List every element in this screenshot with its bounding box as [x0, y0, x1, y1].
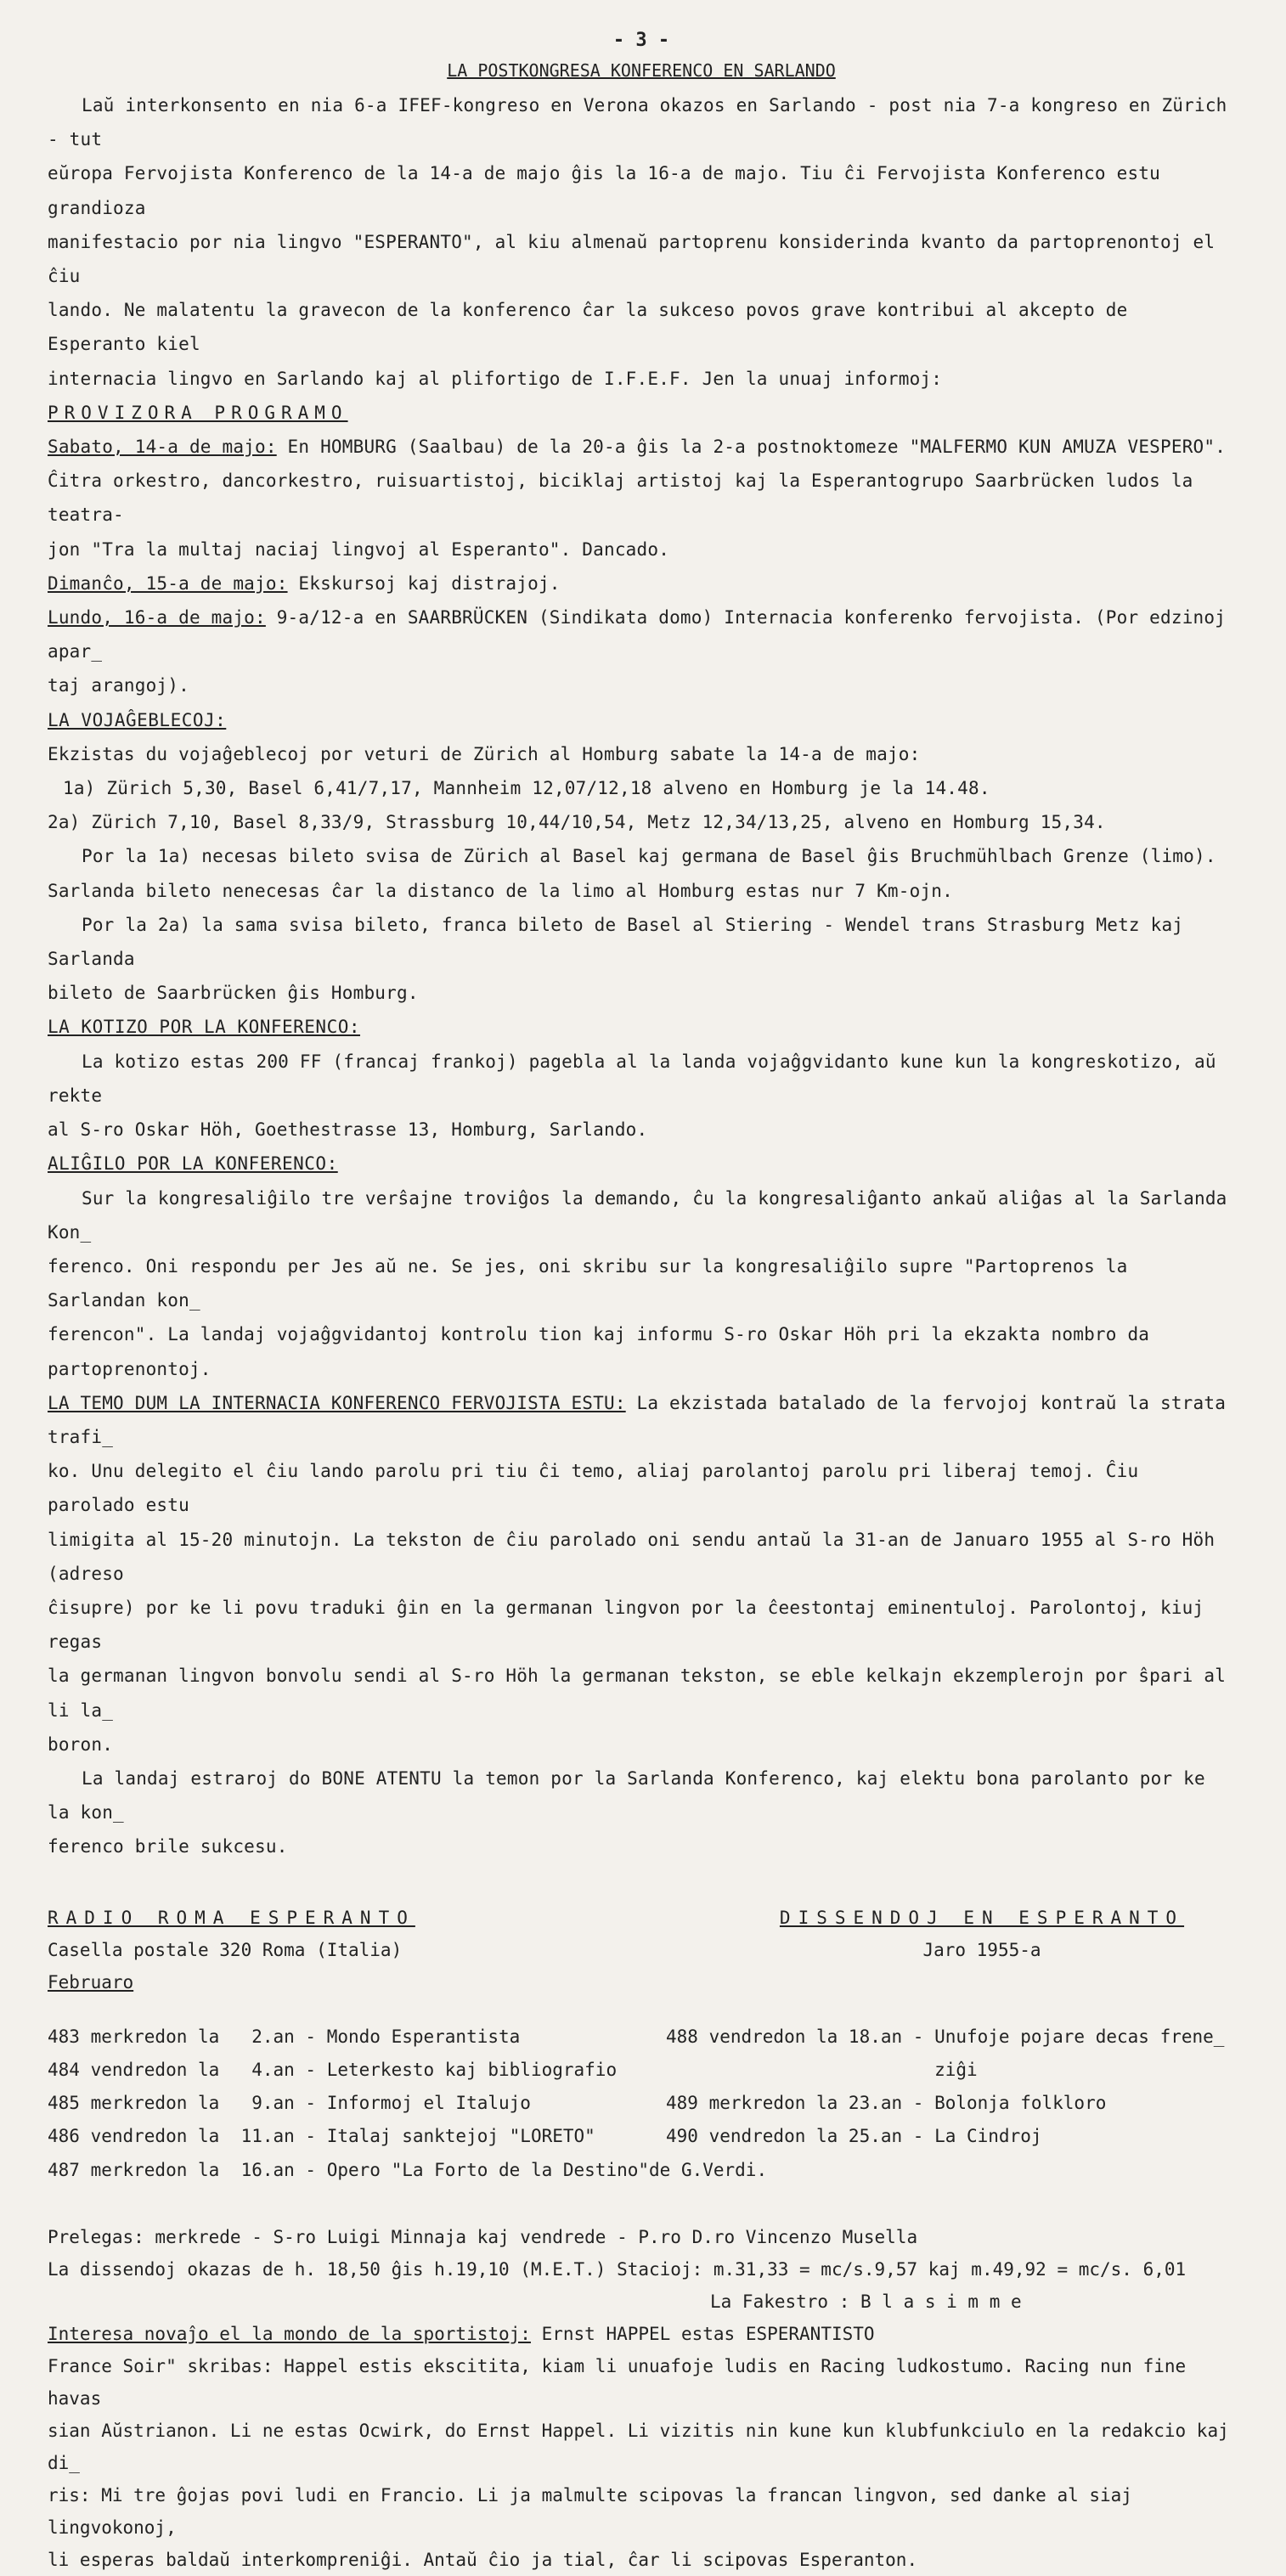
schedule-row: 490 vendredon la 25.an - La Cindroj: [666, 2126, 1042, 2147]
travel-heading: LA VOJAĜEBLECOJ:: [48, 709, 227, 730]
theme-heading: LA TEMO DUM LA INTERNACIA KONFERENCO FERVOJISTA ESTU: La ekzistada batalado de la fervojoj kontraŭ la strata trafi_: [48, 1392, 1227, 1447]
sport-text: li esperas baldaŭ interkompreniĝi. Antaŭ ĉio ja tial, ĉar li scipovas Esperanton.: [48, 2549, 918, 2570]
theme-text: ko. Unu delegito el ĉiu lando parolu pri tiu ĉi temo, aliaj parolantoj parolu pri liberaj temoj. Ĉiu parolado estu: [48, 1461, 1139, 1516]
fee-heading: LA KOTIZO POR LA KONFERENCO:: [48, 1017, 361, 1038]
theme-text: ferenco brile sukcesu.: [48, 1836, 288, 1857]
travel-note: Por la 2a) la sama svisa bileto, franca bileto de Basel al Stiering - Wendel trans Strasburg Metz kaj Sarlanda: [48, 914, 1184, 970]
sport-heading: Interesa novaĵo el la mondo de la sportistoj: Ernst HAPPEL estas ESPERANTISTO: [48, 2323, 875, 2344]
radio-times: La dissendoj okazas de h. 18,50 ĝis h.19,10 (M.E.T.) Stacioj: m.31,33 = mc/s.9,57 kaj m.49,92 = mc/s. 6,01: [48, 2258, 1187, 2280]
registration-text: ferencon". La landaj vojaĝgvidantoj kontrolu tion kaj informu S-ro Oskar Höh pri la ekzakta nombro da partoprenontoj.: [48, 1324, 1150, 1379]
schedule-row: 488 vendredon la 18.an - Unufoje pojare decas frene_: [666, 2026, 1225, 2047]
intro-line: eŭropa Fervojista Konferenco de la 14-a de majo ĝis la 16-a de majo. Tiu ĉi Fervojista Konferenco estu grandioza: [48, 163, 1160, 218]
schedule-row: 485 merkredon la 9.an - Informoj el Italujo: [48, 2093, 531, 2114]
radio-speakers: Prelegas: merkrede - S-ro Luigi Minnaja kaj vendrede - P.ro D.ro Vincenzo Musella: [48, 2226, 918, 2247]
program-saturday-cont: Ĉitra orkestro, dancorkestro, ruisuartistoj, biciklaj artistoj kaj la Esperantogrupo Saarbrücken ludos la teatra-: [48, 471, 1193, 526]
schedule-row: ziĝi: [666, 2059, 978, 2080]
radio-heading: RADIO ROMA ESPERANTO: [48, 1907, 415, 1928]
theme-text: boron.: [48, 1733, 114, 1755]
schedule-row: 484 vendredon la 4.an - Leterkesto kaj bibliografio: [48, 2059, 618, 2080]
broadcast-heading: DISSENDOJ EN ESPERANTO: [779, 1907, 1185, 1928]
schedule-row: 483 merkredon la 2.an - Mondo Esperantista: [48, 2026, 521, 2047]
radio-footer: [48, 2221, 1235, 2576]
theme-text: La landaj estraroj do BONE ATENTU la temon por la Sarlanda Konferenco, kaj elektu bona parolanto por ke la kon_: [48, 1767, 1205, 1823]
intro-line: manifestacio por nia lingvo "ESPERANTO", al kiu almenaŭ partoprenu konsiderinda kvanto da partoprenontoj el ĉiu: [48, 231, 1215, 287]
intro-line: Laŭ interkonsento en nia 6-a IFEF-kongreso en Verona okazos en Sarlando - post nia 7-a kongreso en Zürich - tut: [48, 95, 1227, 150]
intro-line: lando. Ne malatentu la gravecon de la konferenco ĉar la sukceso povos grave kontribui al akcepto de Esperanto kiel: [48, 300, 1128, 355]
broadcast-year: Jaro 1955-a: [922, 1939, 1041, 1960]
schedule-row: 487 merkredon la 16.an - Opero "La Forto de la Destino"de G.Verdi.: [48, 2159, 768, 2180]
intro-line: internacia lingvo en Sarlando kaj al plifortigo de I.F.E.F. Jen la unuaj informoj:: [48, 368, 943, 389]
page-title: LA POSTKONGRESA KONFERENCO EN SARLANDO: [447, 60, 836, 81]
fee-text: La kotizo estas 200 FF (francaj frankoj) pagebla al la landa vojaĝgvidanto kune kun la kongreskotizo, aŭ rekte: [48, 1051, 1216, 1106]
broadcast-schedule: [48, 2021, 1235, 2221]
sport-text: sian Aŭstrianon. Li ne estas Ocwirk, do Ernst Happel. Li vizitis nin kune kun klubfunkciulo en la redakcio kaj di_: [48, 2420, 1229, 2473]
theme-text: la germanan lingvon bonvolu sendi al S-ro Höh la germanan tekston, se eble kelkajn ekzemplerojn por ŝpari al li la_: [48, 1666, 1227, 1721]
travel-option-1: 1a) Zürich 5,30, Basel 6,41/7,17, Mannheim 12,07/12,18 alveno en Homburg je la 14.48.: [63, 778, 990, 799]
travel-note: bileto de Saarbrücken ĝis Homburg.: [48, 983, 419, 1004]
travel-option-2: 2a) Zürich 7,10, Basel 8,33/9, Strassburg 10,44/10,54, Metz 12,34/13,25, alveno en Homburg 15,34.: [48, 812, 1106, 833]
travel-intro: Ekzistas du vojaĝeblecoj por veturi de Zürich al Homburg sabate la 14-a de majo:: [48, 743, 921, 764]
sport-text: ris: Mi tre ĝojas povi ludi en Francio. Li ja malmulte scipovas la francan lingvon, sed danke al siaj lingvokonoj,: [48, 2484, 1132, 2538]
fee-text: al S-ro Oskar Höh, Goethestrasse 13, Homburg, Sarlando.: [48, 1119, 648, 1141]
program-heading: PROVIZORA PROGRAMO: [48, 402, 348, 423]
schedule-row: 486 vendredon la 11.an - Italaj sanktejoj "LORETO": [48, 2126, 595, 2147]
sport-text: France Soir" skribas: Happel estis ekscitita, kiam li unuafoje ludis en Racing ludkostumo. Racing nun fine havas: [48, 2355, 1187, 2409]
main-text: [48, 88, 1235, 1864]
travel-note: Por la 1a) necesas bileto svisa de Zürich al Basel kaj germana de Basel ĝis Bruchmühlbach Grenze (limo).: [82, 846, 1216, 867]
registration-text: ferenco. Oni respondu per Jes aŭ ne. Se jes, oni skribu sur la kongresaliĝilo supre "Partoprenos la Sarlandan kon_: [48, 1255, 1128, 1311]
program-saturday-cont: jon "Tra la multaj naciaj lingvoj al Esperanto". Dancado.: [48, 538, 670, 560]
radio-month: Februaro: [48, 1971, 134, 1993]
program-saturday: Sabato, 14-a de majo: En HOMBURG (Saalbau) de la 20-a ĝis la 2-a postnoktomeze "MALFERMO KUN AMUZA VESPERO".: [48, 437, 1227, 458]
radio-header: [48, 1902, 1235, 2021]
page-number: - 3 -: [612, 30, 670, 51]
program-sunday: Dimanĉo, 15-a de majo: Ekskursoj kaj distrajoj.: [48, 572, 561, 594]
radio-signature: La Fakestro : B l a s i m m e: [710, 2291, 1022, 2312]
theme-text: limigita al 15-20 minutojn. La tekston de ĉiu parolado oni sendu antaŭ la 31-an de Januaro 1955 al S-ro Höh (adreso: [48, 1529, 1215, 1584]
schedule-row: 489 merkredon la 23.an - Bolonja folkloro: [666, 2093, 1107, 2114]
program-monday: Lundo, 16-a de majo: 9-a/12-a en SAARBRÜCKEN (Sindikata domo) Internacia konferenko fervojista. (Por edzinoj apar_: [48, 607, 1227, 662]
program-monday-cont: taj arangoj).: [48, 675, 189, 696]
theme-text: ĉisupre) por ke li povu traduki ĝin en la germanan lingvon por la ĉeestontaj eminentuloj. Parolontoj, kiuj regas: [48, 1597, 1204, 1653]
travel-note: Sarlanda bileto nenecesas ĉar la distanco de la limo al Homburg estas nur 7 Km-ojn.: [48, 880, 953, 901]
radio-address: Casella postale 320 Roma (Italia): [48, 1939, 403, 1960]
registration-text: Sur la kongresaliĝilo tre verŝajne troviĝos la demando, ĉu la kongresaliĝanto ankaŭ aliĝas al la Sarlanda Kon_: [48, 1187, 1227, 1243]
registration-heading: ALIĜILO POR LA KONFERENCO:: [48, 1153, 338, 1175]
